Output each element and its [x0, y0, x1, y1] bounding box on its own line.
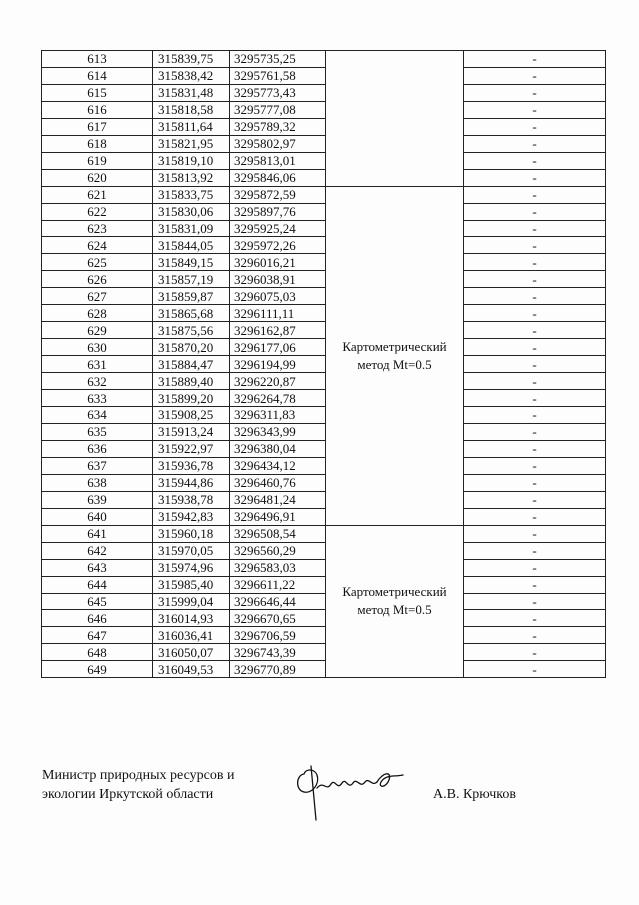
mark-cell: - [464, 322, 606, 339]
x-coordinate-cell: 315813,92 [153, 169, 230, 186]
x-coordinate-cell: 315838,42 [153, 67, 230, 84]
table-row [42, 51, 606, 68]
point-number-cell: 646 [42, 610, 153, 627]
mark-cell: - [464, 237, 606, 254]
y-coordinate-cell: 3296177,06 [230, 339, 326, 356]
y-coordinate-cell: 3296434,12 [230, 457, 326, 474]
mark-cell: - [464, 627, 606, 644]
point-number-cell: 639 [42, 491, 153, 508]
x-coordinate-cell: 315857,19 [153, 271, 230, 288]
point-number-cell: 625 [42, 254, 153, 271]
y-coordinate-cell: 3296038,91 [230, 271, 326, 288]
coordinates-table [41, 50, 606, 678]
mark-cell: - [464, 440, 606, 457]
mark-cell: - [464, 559, 606, 576]
point-number-cell: 644 [42, 576, 153, 593]
x-coordinate-cell: 316049,53 [153, 661, 230, 678]
x-coordinate-cell: 315844,05 [153, 237, 230, 254]
minister-title-line-1: Министр природных ресурсов и [42, 768, 235, 783]
point-number-cell: 623 [42, 220, 153, 237]
point-number-cell: 613 [42, 51, 153, 68]
table-row [42, 271, 606, 288]
x-coordinate-cell: 315908,25 [153, 407, 230, 424]
point-number-cell: 614 [42, 67, 153, 84]
point-number-cell: 615 [42, 84, 153, 101]
method-text: Картометрический метод Mt=0.5 [342, 338, 447, 372]
table-row [42, 186, 606, 203]
y-coordinate-cell: 3295925,24 [230, 220, 326, 237]
point-number-cell: 618 [42, 135, 153, 152]
mark-cell: - [464, 474, 606, 491]
mark-cell: - [464, 491, 606, 508]
y-coordinate-cell: 3295897,76 [230, 203, 326, 220]
mark-cell: - [464, 51, 606, 68]
y-coordinate-cell: 3296583,03 [230, 559, 326, 576]
table-row [42, 322, 606, 339]
table-row [42, 169, 606, 186]
point-number-cell: 634 [42, 407, 153, 424]
point-number-cell: 616 [42, 101, 153, 118]
mark-cell: - [464, 203, 606, 220]
mark-cell: - [464, 67, 606, 84]
x-coordinate-cell: 315938,78 [153, 491, 230, 508]
point-number-cell: 632 [42, 373, 153, 390]
table-row [42, 423, 606, 440]
x-coordinate-cell: 315974,96 [153, 559, 230, 576]
point-number-cell: 629 [42, 322, 153, 339]
x-coordinate-cell: 315889,40 [153, 373, 230, 390]
x-coordinate-cell: 315833,75 [153, 186, 230, 203]
minister-name: А.В. Крючков [433, 787, 516, 802]
mark-cell: - [464, 271, 606, 288]
x-coordinate-cell: 315821,95 [153, 135, 230, 152]
y-coordinate-cell: 3296111,11 [230, 305, 326, 322]
table-row [42, 254, 606, 271]
x-coordinate-cell: 315830,06 [153, 203, 230, 220]
y-coordinate-cell: 3296496,91 [230, 508, 326, 525]
table-row [42, 339, 606, 356]
table-row [42, 525, 606, 542]
y-coordinate-cell: 3295761,58 [230, 67, 326, 84]
y-coordinate-cell: 3296770,89 [230, 661, 326, 678]
mark-cell: - [464, 356, 606, 373]
point-number-cell: 630 [42, 339, 153, 356]
x-coordinate-cell: 315831,09 [153, 220, 230, 237]
point-number-cell: 645 [42, 593, 153, 610]
table-row [42, 237, 606, 254]
table-row [42, 457, 606, 474]
y-coordinate-cell: 3296560,29 [230, 542, 326, 559]
mark-cell: - [464, 84, 606, 101]
y-coordinate-cell: 3295777,08 [230, 101, 326, 118]
x-coordinate-cell: 315875,56 [153, 322, 230, 339]
point-number-cell: 635 [42, 423, 153, 440]
y-coordinate-cell: 3296343,99 [230, 423, 326, 440]
point-number-cell: 647 [42, 627, 153, 644]
x-coordinate-cell: 315849,15 [153, 254, 230, 271]
mark-cell: - [464, 457, 606, 474]
x-coordinate-cell: 315913,24 [153, 423, 230, 440]
y-coordinate-cell: 3296380,04 [230, 440, 326, 457]
point-number-cell: 636 [42, 440, 153, 457]
x-coordinate-cell: 316014,93 [153, 610, 230, 627]
point-number-cell: 628 [42, 305, 153, 322]
point-number-cell: 649 [42, 661, 153, 678]
table-row [42, 407, 606, 424]
x-coordinate-cell: 316036,41 [153, 627, 230, 644]
table-row [42, 305, 606, 322]
mark-cell: - [464, 186, 606, 203]
table-row [42, 135, 606, 152]
point-number-cell: 641 [42, 525, 153, 542]
mark-cell: - [464, 254, 606, 271]
x-coordinate-cell: 315839,75 [153, 51, 230, 68]
point-number-cell: 631 [42, 356, 153, 373]
point-number-cell: 621 [42, 186, 153, 203]
y-coordinate-cell: 3295802,97 [230, 135, 326, 152]
point-number-cell: 627 [42, 288, 153, 305]
x-coordinate-cell: 315999,04 [153, 593, 230, 610]
x-coordinate-cell: 315865,68 [153, 305, 230, 322]
mark-cell: - [464, 288, 606, 305]
table-row [42, 593, 606, 610]
mark-cell: - [464, 135, 606, 152]
mark-cell: - [464, 661, 606, 678]
y-coordinate-cell: 3295872,59 [230, 186, 326, 203]
y-coordinate-cell: 3296075,03 [230, 288, 326, 305]
y-coordinate-cell: 3295972,26 [230, 237, 326, 254]
method-text: Картометрический метод Mt=0.5 [342, 584, 447, 618]
y-coordinate-cell: 3296481,24 [230, 491, 326, 508]
mark-cell: - [464, 407, 606, 424]
y-coordinate-cell: 3296460,76 [230, 474, 326, 491]
table-row [42, 661, 606, 678]
table-row [42, 644, 606, 661]
x-coordinate-cell: 315944,86 [153, 474, 230, 491]
y-coordinate-cell: 3296646,44 [230, 593, 326, 610]
mark-cell: - [464, 118, 606, 135]
table-row [42, 203, 606, 220]
point-number-cell: 648 [42, 644, 153, 661]
point-number-cell: 624 [42, 237, 153, 254]
table-row [42, 440, 606, 457]
mark-cell: - [464, 339, 606, 356]
y-coordinate-cell: 3296016,21 [230, 254, 326, 271]
point-number-cell: 643 [42, 559, 153, 576]
y-coordinate-cell: 3296194,99 [230, 356, 326, 373]
table-row [42, 576, 606, 593]
x-coordinate-cell: 315859,87 [153, 288, 230, 305]
mark-cell: - [464, 610, 606, 627]
mark-cell: - [464, 508, 606, 525]
y-coordinate-cell: 3296611,22 [230, 576, 326, 593]
x-coordinate-cell: 315831,48 [153, 84, 230, 101]
method-cell [326, 186, 464, 525]
x-coordinate-cell: 315960,18 [153, 525, 230, 542]
mark-cell: - [464, 644, 606, 661]
mark-cell: - [464, 305, 606, 322]
mark-cell: - [464, 101, 606, 118]
table-row [42, 67, 606, 84]
point-number-cell: 642 [42, 542, 153, 559]
mark-cell: - [464, 152, 606, 169]
y-coordinate-cell: 3296670,65 [230, 610, 326, 627]
point-number-cell: 626 [42, 271, 153, 288]
y-coordinate-cell: 3295735,25 [230, 51, 326, 68]
x-coordinate-cell: 315870,20 [153, 339, 230, 356]
table-row [42, 508, 606, 525]
table-row [42, 474, 606, 491]
table-row [42, 610, 606, 627]
x-coordinate-cell: 315942,83 [153, 508, 230, 525]
point-number-cell: 640 [42, 508, 153, 525]
x-coordinate-cell: 315899,20 [153, 390, 230, 407]
y-coordinate-cell: 3296220,87 [230, 373, 326, 390]
point-number-cell: 622 [42, 203, 153, 220]
mark-cell: - [464, 220, 606, 237]
y-coordinate-cell: 3296264,78 [230, 390, 326, 407]
mark-cell: - [464, 576, 606, 593]
y-coordinate-cell: 3296162,87 [230, 322, 326, 339]
minister-title [42, 766, 234, 804]
mark-cell: - [464, 423, 606, 440]
y-coordinate-cell: 3296311,83 [230, 407, 326, 424]
handwritten-signature [290, 758, 408, 828]
y-coordinate-cell: 3295789,32 [230, 118, 326, 135]
mark-cell: - [464, 542, 606, 559]
table-row [42, 373, 606, 390]
mark-cell: - [464, 593, 606, 610]
table-row [42, 220, 606, 237]
table-row [42, 101, 606, 118]
y-coordinate-cell: 3296508,54 [230, 525, 326, 542]
method-cell [326, 525, 464, 678]
mark-cell: - [464, 525, 606, 542]
mark-cell: - [464, 169, 606, 186]
minister-title-line-2: экологии Иркутской области [42, 787, 214, 802]
table-row [42, 559, 606, 576]
table-row [42, 118, 606, 135]
x-coordinate-cell: 315985,40 [153, 576, 230, 593]
point-number-cell: 620 [42, 169, 153, 186]
table-row [42, 288, 606, 305]
table-row [42, 491, 606, 508]
point-number-cell: 637 [42, 457, 153, 474]
table-row [42, 84, 606, 101]
x-coordinate-cell: 315818,58 [153, 101, 230, 118]
x-coordinate-cell: 315884,47 [153, 356, 230, 373]
mark-cell: - [464, 373, 606, 390]
y-coordinate-cell: 3296706,59 [230, 627, 326, 644]
point-number-cell: 619 [42, 152, 153, 169]
mark-cell: - [464, 390, 606, 407]
y-coordinate-cell: 3295813,01 [230, 152, 326, 169]
point-number-cell: 617 [42, 118, 153, 135]
table-row [42, 390, 606, 407]
table-row [42, 627, 606, 644]
x-coordinate-cell: 315970,05 [153, 542, 230, 559]
point-number-cell: 638 [42, 474, 153, 491]
x-coordinate-cell: 316050,07 [153, 644, 230, 661]
table-body [42, 51, 606, 678]
table-row [42, 152, 606, 169]
y-coordinate-cell: 3295846,06 [230, 169, 326, 186]
x-coordinate-cell: 315936,78 [153, 457, 230, 474]
point-number-cell: 633 [42, 390, 153, 407]
x-coordinate-cell: 315819,10 [153, 152, 230, 169]
y-coordinate-cell: 3295773,43 [230, 84, 326, 101]
y-coordinate-cell: 3296743,39 [230, 644, 326, 661]
x-coordinate-cell: 315922,97 [153, 440, 230, 457]
method-cell [326, 51, 464, 187]
x-coordinate-cell: 315811,64 [153, 118, 230, 135]
table-row [42, 356, 606, 373]
table-row [42, 542, 606, 559]
